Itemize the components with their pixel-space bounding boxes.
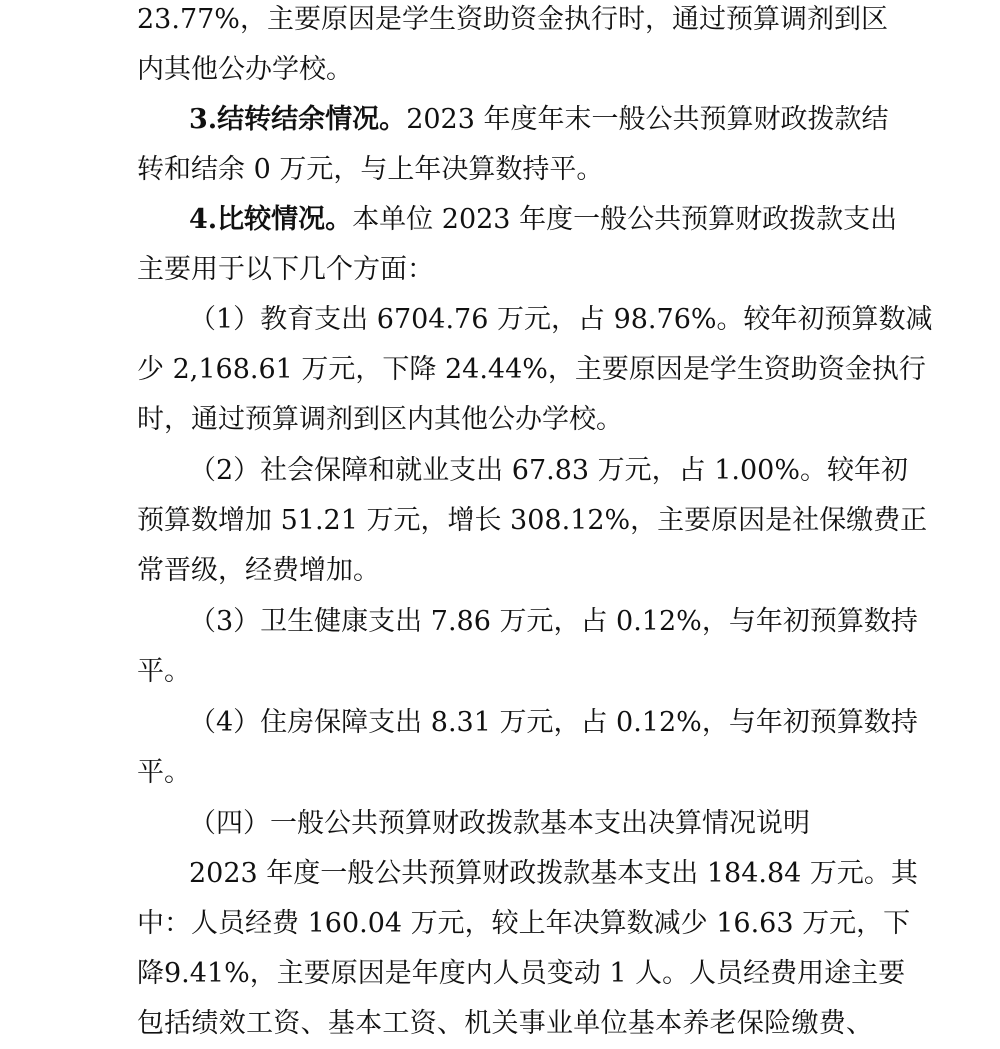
paragraph-item-4-housing bbox=[137, 698, 918, 798]
text-line: 预算数增加 51.21 万元，增长 308.12%，主要原因是社保缴费正 bbox=[137, 505, 928, 536]
text-line bbox=[137, 95, 889, 145]
text-span: 2023 年度年末一般公共预算财政拨款结 bbox=[406, 104, 889, 135]
text-line: 转和结余 0 万元，与上年决算数持平。 bbox=[137, 154, 604, 185]
text-line: （1）教育支出 6704.76 万元，占 98.76%。较年初预算数减 bbox=[189, 304, 933, 335]
text-line: 主要用于以下几个方面： bbox=[137, 254, 434, 285]
paragraph-heading: 3.结转结余情况。 bbox=[189, 104, 407, 135]
section-heading-text: （四）一般公共预算财政拨款基本支出决算情况说明 bbox=[189, 808, 810, 839]
paragraph-item-3-health bbox=[137, 597, 918, 697]
text-line: 降9.41%，主要原因是年度内人员变动 1 人。人员经费用途主要 bbox=[137, 958, 906, 989]
text-line: 平。 bbox=[137, 757, 191, 788]
text-line: 少 2,168.61 万元，下降 24.44%，主要原因是学生资助资金执行 bbox=[137, 354, 926, 385]
text-line: 时，通过预算调剂到区内其他公办学校。 bbox=[137, 404, 623, 435]
text-line bbox=[137, 195, 898, 245]
text-line: 常晋级，经费增加。 bbox=[137, 555, 380, 586]
text-line: 中：人员经费 160.04 万元，较上年决算数减少 16.63 万元，下 bbox=[137, 908, 911, 939]
paragraph-basic-expenditure bbox=[137, 849, 918, 1049]
text-span: 本单位 2023 年度一般公共预算财政拨款支出 bbox=[352, 204, 898, 235]
paragraph-comparison bbox=[137, 195, 898, 295]
text-line: （4）住房保障支出 8.31 万元，占 0.12%，与年初预算数持 bbox=[189, 707, 918, 738]
section-heading bbox=[137, 799, 873, 849]
text-line: 2023 年度一般公共预算财政拨款基本支出 184.84 万元。其 bbox=[189, 858, 918, 889]
text-line: （3）卫生健康支出 7.86 万元，占 0.12%，与年初预算数持 bbox=[189, 606, 918, 637]
paragraph-carryover bbox=[137, 95, 889, 195]
text-line: 内其他公办学校。 bbox=[137, 54, 353, 85]
paragraph-education-continuation bbox=[137, 0, 888, 95]
text-line: 23.77%，主要原因是学生资助资金执行时，通过预算调剂到区 bbox=[137, 4, 888, 35]
paragraph-item-2-social-security bbox=[137, 446, 928, 596]
text-line: （2）社会保障和就业支出 67.83 万元，占 1.00%。较年初 bbox=[189, 455, 908, 486]
text-line: 平。 bbox=[137, 656, 191, 687]
text-line: 包括绩效工资、基本工资、机关事业单位基本养老保险缴费、 bbox=[137, 1008, 873, 1039]
paragraph-item-1-education bbox=[137, 295, 933, 445]
paragraph-heading: 4.比较情况。 bbox=[189, 204, 353, 235]
